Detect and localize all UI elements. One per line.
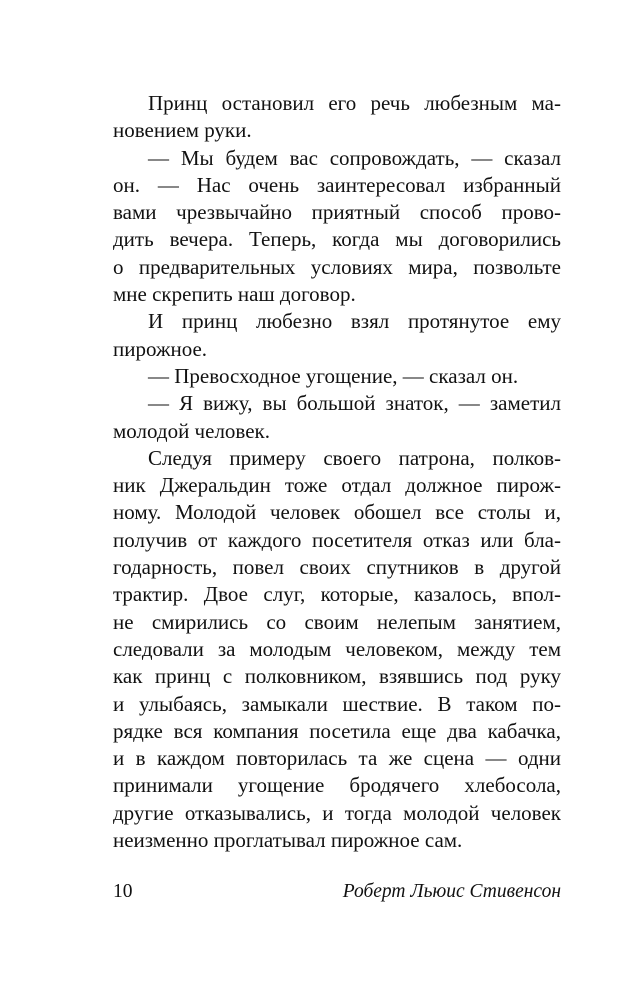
text-line: — Я вижу, вы большой знаток, — заметил [148, 391, 561, 416]
page-text [113, 90, 561, 854]
text-line: — Превосходное угощение, — сказал он. [148, 363, 519, 388]
text-line: другие отказывались, и тогда молодой человек [113, 800, 561, 825]
text-line: и улыбаясь, замыкали шествие. В таком по- [113, 691, 561, 716]
text-line: ник Джеральдин тоже отдал должное пирож- [113, 473, 561, 498]
text-line: рядке вся компания посетила еще два кабачка, [113, 718, 561, 743]
paragraph [113, 90, 561, 145]
text-line: годарность, повел своих спутников в другой [113, 555, 561, 580]
text-line: он. — Нас очень заинтересовал избранный [113, 172, 561, 197]
text-line: Следуя примеру своего патрона, полков- [148, 445, 561, 470]
text-line: дить вечера. Теперь, когда мы договорились [113, 227, 561, 252]
page-number: 10 [113, 881, 133, 903]
text-line: ному. Молодой человек обошел все столы и, [113, 500, 561, 525]
text-line: вами чрезвычайно приятный способ прово- [113, 200, 561, 225]
text-line: о предварительных условиях мира, позвольте [113, 254, 561, 279]
running-author: Роберт Льюис Стивенсон [342, 881, 561, 903]
text-line: следовали за молодым человеком, между тем [113, 636, 561, 661]
text-line: и в каждом повторилась та же сцена — одни [113, 746, 561, 771]
text-line: принимали угощение бродячего хлебосола, [113, 773, 561, 798]
text-line: пирожное. [113, 336, 208, 361]
text-line: И принц любезно взял протянутое ему [148, 309, 561, 334]
text-line: мне скрепить наш договор. [113, 282, 356, 307]
text-line: молодой человек. [113, 418, 270, 443]
paragraph [113, 390, 561, 445]
text-line: новением руки. [113, 118, 252, 143]
paragraph [113, 363, 561, 390]
text-line: как принц с полковником, взявшись под руку [113, 664, 561, 689]
paragraph [113, 145, 561, 309]
text-line: получив от каждого посетителя отказ или бла- [113, 527, 561, 552]
text-line: Принц остановил его речь любезным ма- [148, 91, 561, 115]
text-line: — Мы будем вас сопровождать, — сказал [148, 145, 561, 170]
paragraph [113, 308, 561, 363]
text-line: не смирились со своим нелепым занятием, [113, 609, 561, 634]
page-footer [113, 878, 561, 905]
paragraph [113, 445, 561, 854]
text-line: неизменно проглатывал пирожное сам. [113, 828, 463, 853]
text-line: трактир. Двое слуг, которые, казалось, впол- [113, 582, 561, 607]
